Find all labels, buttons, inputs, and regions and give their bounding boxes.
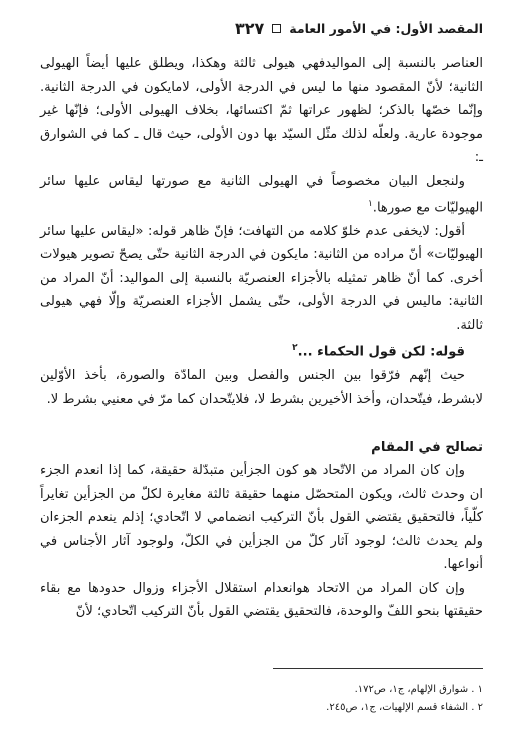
paragraph-lemma	[40, 337, 483, 364]
footnote-1: ١ . شوارق الإلهام، ج١، ص١٧٢.	[354, 684, 483, 695]
paragraph-1: العناصر بالنسبة إلى المواليدفهي هيولى ثالثة وهكذا، ويطلق عليها أيضاً الهيولى الثانية؛ لأنّ المقصود منها ما ليس في الدرجة الأولى، لامايكون في الدرجة الثانية. وإنّما خصّها بالذكر؛ لظهور عراتها ثمّ اكتسائها، بخلاف الهيولى الأولى؛ فإنّها غير موجودة عارية. ولعلّه لذلك مثّل السيّد بها دون الأولى، حيث قال ـ كما في الشوارق ـ:	[40, 56, 483, 165]
paragraph-lemma-text: قوله: لكن قول الحكماء ...	[297, 344, 465, 360]
paragraph-quote-text: ولنجعل البيان مخصوصاً في الهيولى الثانية مع صورتها ليقاس عليها سائر الهيوليّات مع صورها.	[40, 173, 483, 216]
paragraph-5: حيث إنّهم فرّقوا بين الجنس والفصل وبين المادّة والصورة، بأخذ الأوّلين لابشرط، فيتّحدان، وأخذ الأخيرين بشرط لا، فلايتّحدان كما مرّ في معنيي بشرط لا.	[40, 368, 483, 407]
footnote-mark-1: ١	[367, 199, 373, 209]
page-number: ٣٢٧	[234, 19, 265, 38]
running-header	[40, 19, 483, 38]
square-separator-icon	[272, 24, 281, 33]
footnote-mark-2: ٢	[292, 343, 298, 354]
footnote-2: ٢ . الشفاء قسم الإلهيات، ج١، ص٢٤٥.	[326, 702, 483, 713]
section-heading: تصالح في المقام	[371, 440, 483, 456]
header-title: المقصد الأول: في الأمور العامة	[289, 21, 483, 36]
paragraph-quote	[40, 170, 483, 220]
paragraph-3: أقول: لايخفى عدم خلوّ كلامه من التهافت؛ فإنّ ظاهر قوله: «ليقاس عليها سائر الهيوليّات» أنّ مراده من الثانية: مايكون في الدرجة الثانية حتّى يصحّ تصوير هيولات أخرى. كما أنّ ظاهر تمثيله بالأجزاء العنصريّة بالنسبة إلى المواليد: أنّ المراد من الثانية: ماليس في الدرجة الأولى، حتّى يشمل الأجزاء العنصريّة وإلّا فهي هيولى ثالثة.	[40, 223, 483, 333]
section-paragraph-2: وإن كان المراد من الاتحاد هوانعدام استقلال الأجزاء وزوال حدودها مع بقاء حقيقتها بنحو اللفّ والوحدة، فالتحقيق يقتضي القول بأنّ التركيب اتّحادي؛ لأنّ	[40, 580, 483, 620]
page-body	[40, 52, 483, 624]
footnote-divider	[273, 668, 483, 669]
section-paragraph-1: وإن كان المراد من الاتّحاد هو كون الجزأين متبدّلة حقيقة، كما إذا انعدم الجزء ان وحدث ثالث، ويكون المتحصّل منهما حقيقة ثالثة مغايرة لكلّ من الجزأين تغايراً كلّياً، فالتحقيق يقتضي القول بأنّ التركيب انضمامي لا اتّحادي؛ إذلم ينعدم الجزءان ولم يحدث ثالث؛ لوجود آثار كلّ من الجزأين في الكلّ، ولوجود آثار الأجناس في أنواعها.	[40, 463, 483, 573]
